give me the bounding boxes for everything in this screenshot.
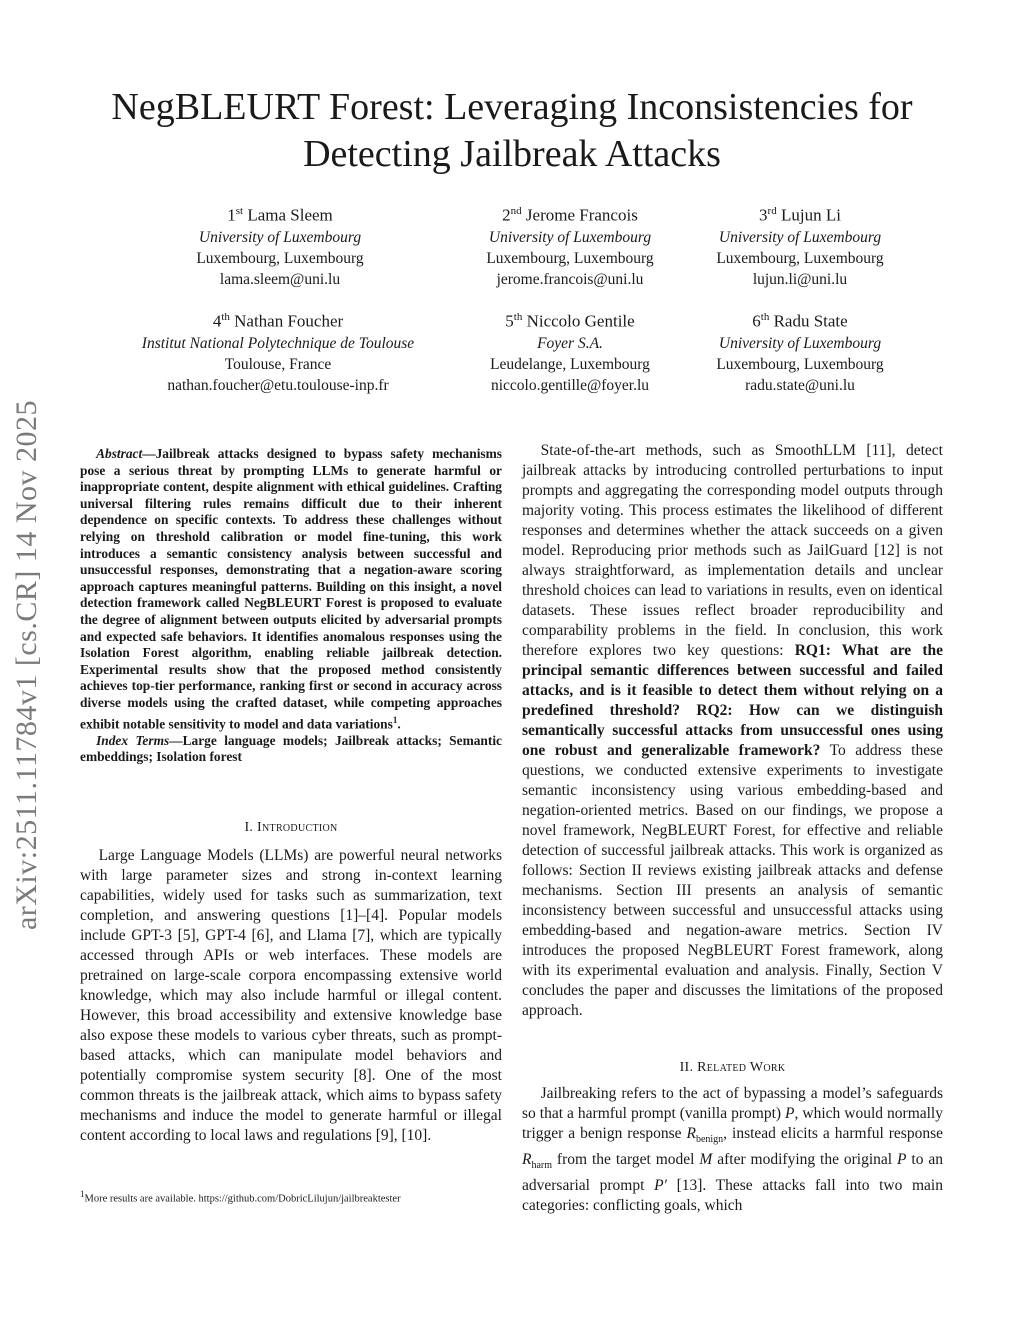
paper-title: NegBLEURT Forest: Leveraging Inconsistencies for Detecting Jailbreak Attacks	[111, 86, 913, 175]
author-block: 4th Nathan Foucher Institut National Polytechnique de Toulouse Toulouse, France nathan.foucher@etu.toulouse-inp.fr	[141, 311, 415, 394]
footnote: 1More results are available. https://github.com/DobricLilujun/jailbreaktester	[80, 1189, 401, 1205]
arxiv-identifier: arXiv:2511.11784v1 [cs.CR] 14 Nov 2025	[10, 399, 43, 931]
author-block: 6th Radu State University of Luxembourg Luxembourg, Luxembourg radu.state@uni.lu	[716, 311, 884, 394]
abstract: Abstract—Jailbreak attacks designed to bypass safety mechanisms pose a serious threat by prompting LLMs to generate harmful or inappropriate content, despite alignment with ethical guidelines. Crafting universal filtering rules remains difficult due to their inherent dependence on specific contexts. To address these challenges without relying on threshold calibration or model fine-tuning, this work introduces a semantic consistency analysis between successful and unsuccessful responses, demonstrating that a negation-aware scoring approach captures meaningful patterns. Building on this insight, a novel detection framework called NegBLEURT Forest is proposed to evaluate the degree of alignment between outputs elicited by adversarial prompts and expected safe behaviors. It identifies anomalous responses using the Isolation Forest algorithm, enabling reliable jailbreak detection. Experimental results show that the proposed method consistently achieves top-tier performance, ranking first or second in accuracy across diverse models using the crafted dataset, while competing approaches exhibit notable sensitivity to model and data variations$^1$. Index Terms—Large language models; Jailbreak attacks; Semantic embeddings; Isolation forest	[80, 446, 502, 765]
author-block: 3rd Lujun Li University of Luxembourg Luxembourg, Luxembourg lujun.li@uni.lu	[716, 205, 884, 288]
related-work-paragraph: Jailbreaking refers to the act of bypassing a model’s safeguards so that a harmful prompt (vanilla prompt) P, which would normally trigger a benign response $R_{benign}$, instead elicits a harmful response $R_{harm}$ from the target model M after modifying the original P to an adversarial prompt P′ [13]. These attacks fall into two main categories: conflicting goals, which	[522, 1085, 943, 1215]
introduction-paragraph: Large Language Models (LLMs) are powerful neural networks with large parameter sizes and strong in-context learning capabilities, widely used for tasks such as summarization, text completion, and answering questions [1]–[4]. Popular models include GPT-3 [5], GPT-4 [6], and Llama [7], which are typically accessed through APIs or web interfaces. These models are pretrained on large-scale corpora encompassing extensive world knowledge, which may also include harmful or illegal content. However, this broad accessibility and extensive knowledge base also expose these models to various cyber threats, such as prompt-based attacks, which can manipulate model behaviors and potentially compromise system security [8]. One of the most common threats is the jailbreak attack, which aims to bypass safety mechanisms and induce the model to generate harmful or illegal content according to local laws and regulations [9], [10].	[80, 847, 502, 1144]
section-heading: I. Introduction	[244, 820, 338, 835]
author-block: 2nd Jerome Francois University of Luxembourg Luxembourg, Luxembourg jerome.francois@uni.lu	[486, 205, 654, 288]
section-heading: II. Related Work	[679, 1060, 786, 1075]
author-block: 1st Lama Sleem University of Luxembourg Luxembourg, Luxembourg lama.sleem@uni.lu	[196, 205, 364, 288]
index-terms: Index Terms—Large language models; Jailbreak attacks; Semantic embeddings; Isolation forest	[80, 732, 502, 765]
right-column-paragraph: State-of-the-art methods, such as SmoothLLM [11], detect jailbreak attacks by introducing controlled perturbations to input prompts and aggregating the corresponding model outputs through majority voting. This process estimates the likelihood of different responses and determines whether the attack succeeds on a given model. Reproducing prior methods such as JailGuard [12] is not always straightforward, as implementation details and unclear threshold choices can lead to variations in results, even on identical datasets. These issues reflect broader reproducibility and comparability problems in the field. In conclusion, this work therefore explores two key questions: RQ1: What are the principal semantic differences between successful and failed attacks, and is it feasible to detect them without relying on a predefined threshold? RQ2: How can we distinguish semantically successful attacks from unsuccessful ones using one robust and generalizable framework? To address these questions, we conducted extensive experiments to investigate semantic inconsistency using various embedding-based and negation-oriented metrics. Based on our findings, we propose a novel framework, NegBLEURT Forest, for effective and reliable detection of successful jailbreak attacks. This work is organized as follows: Section II reviews existing jailbreak attacks and defense mechanisms. Section III presents an analysis of semantic inconsistency between successful and unsuccessful attacks using embedding-based and negation-aware metrics. Section IV introduces the proposed NegBLEURT Forest framework, along with its experimental evaluation and analysis. Finally, Section V concludes the paper and discusses the limitations of the proposed approach.	[522, 442, 943, 1019]
author-block: 5th Niccolo Gentile Foyer S.A. Leudelange, Luxembourg niccolo.gentille@foyer.lu	[490, 311, 650, 394]
